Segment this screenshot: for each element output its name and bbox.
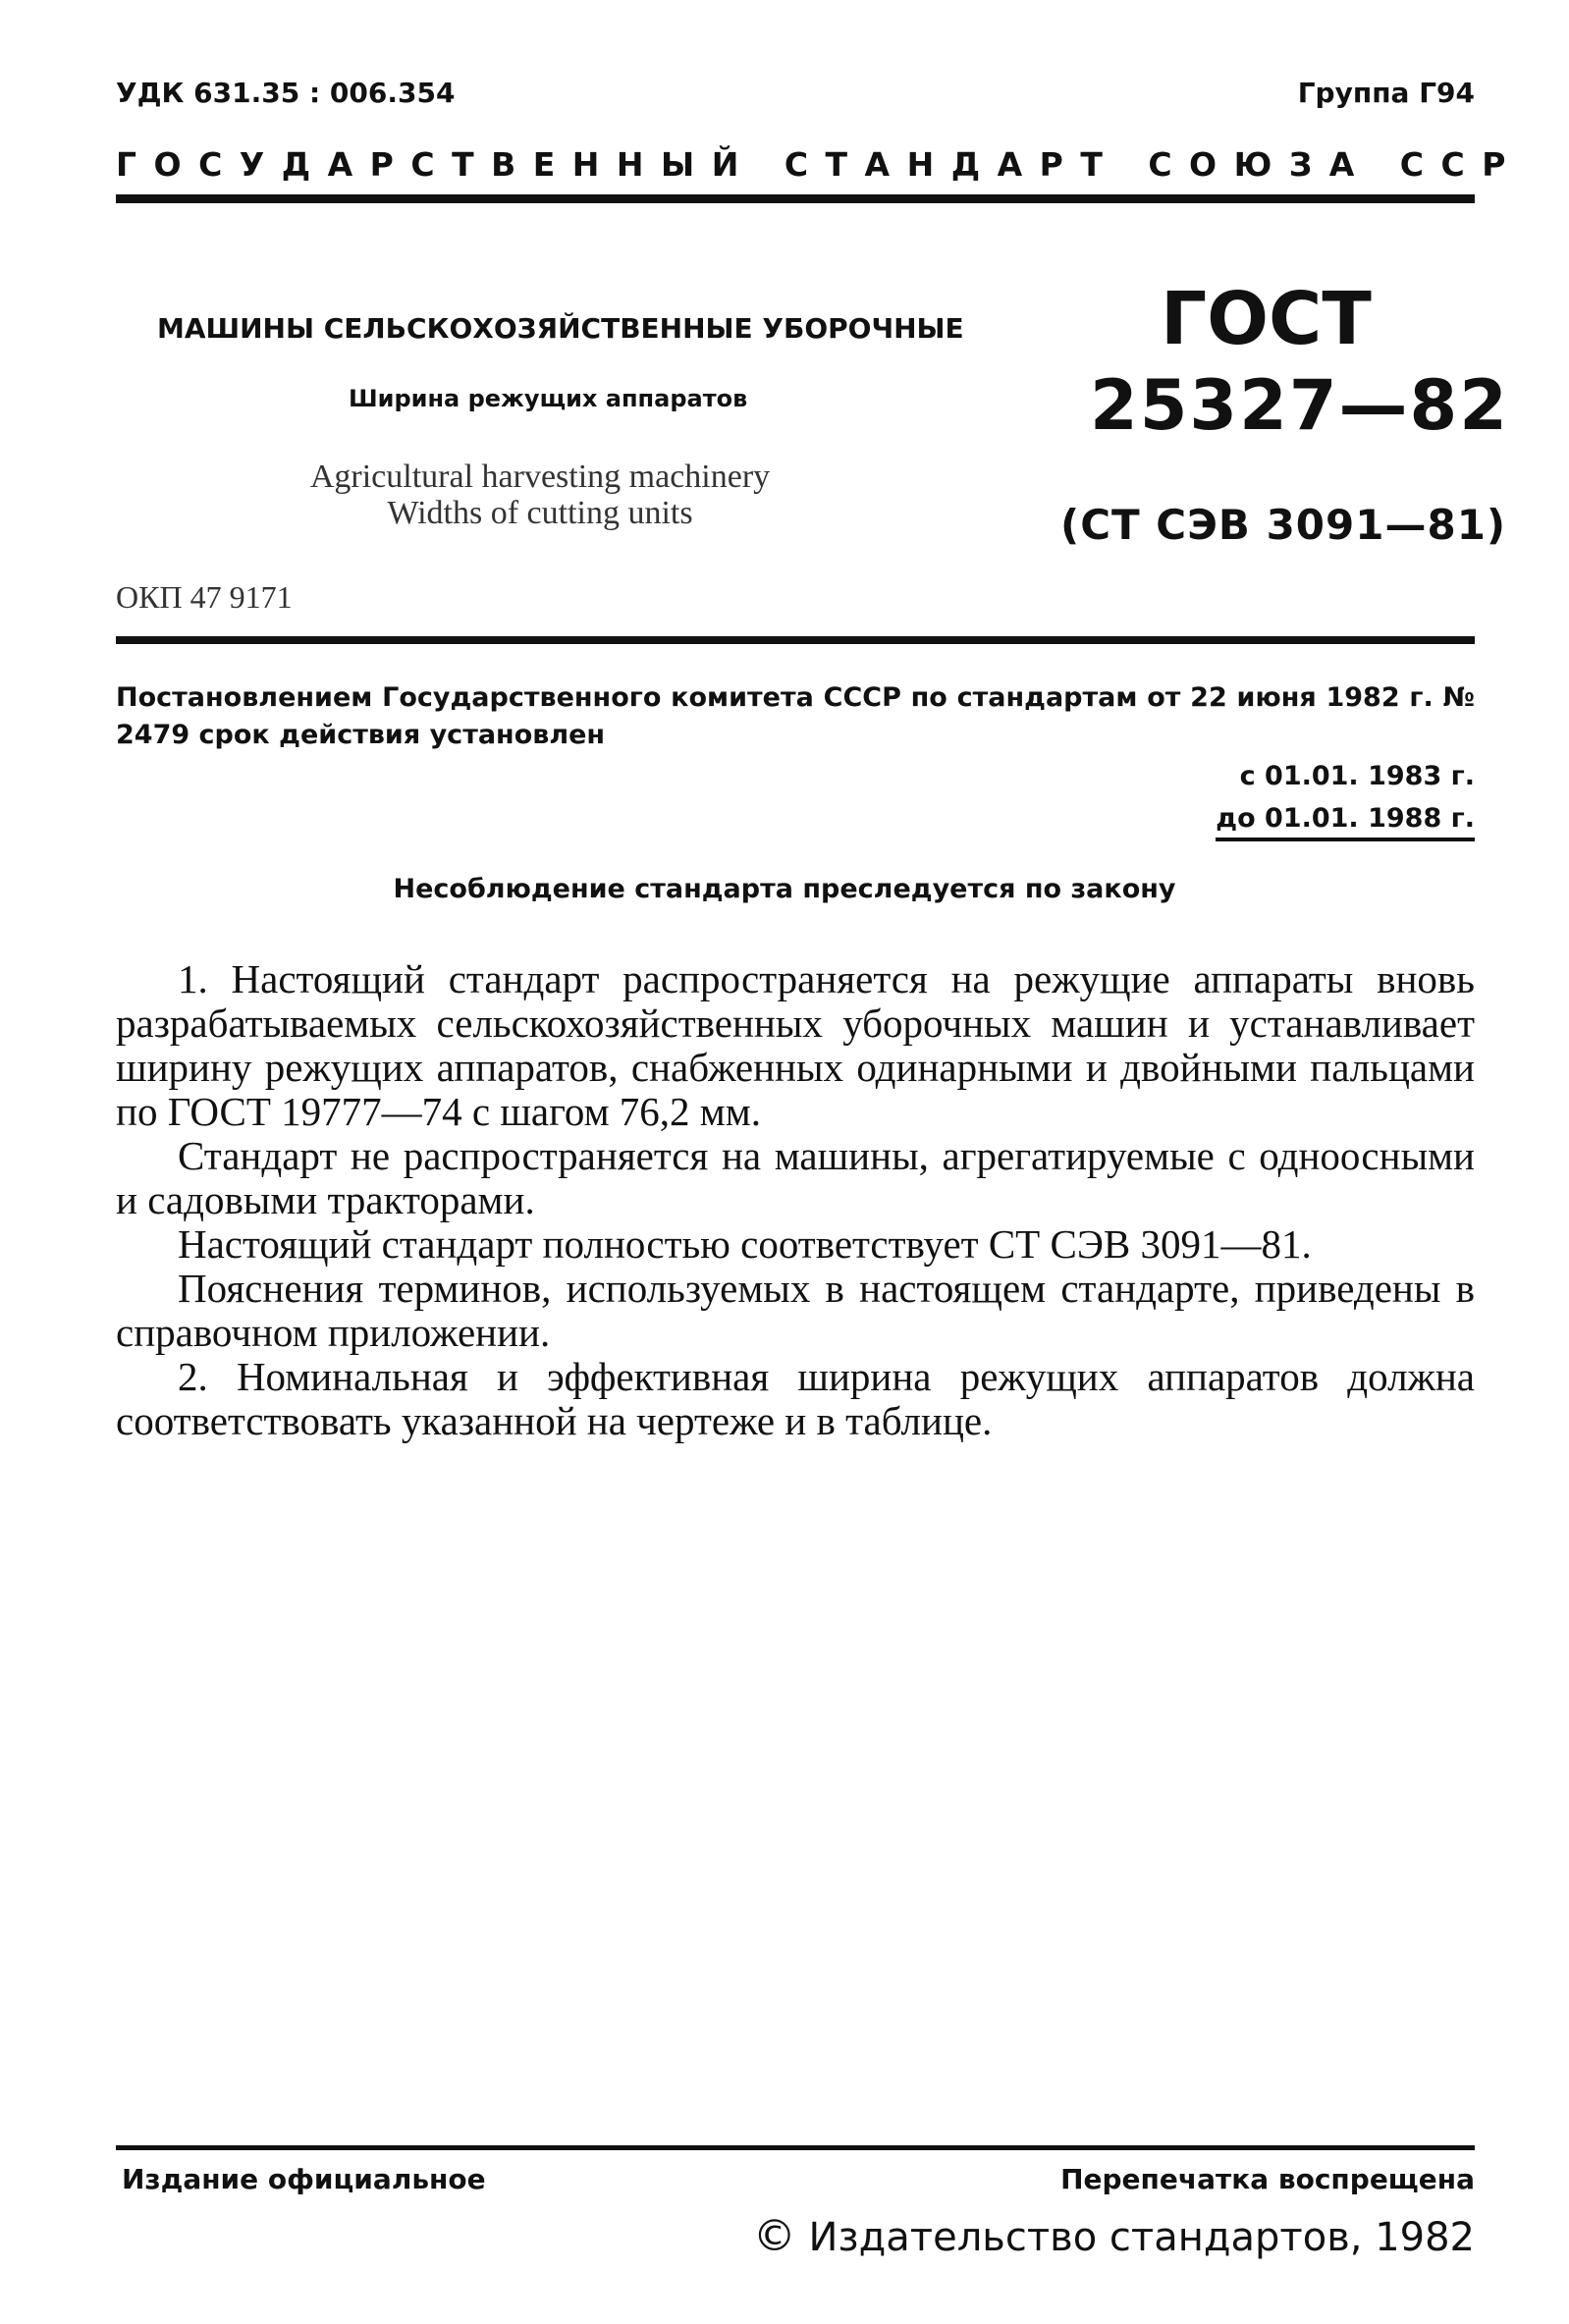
gost-number: 25327—82 [1090,365,1509,446]
document-subtitle-ru: Ширина режущих аппаратов [349,385,748,412]
standard-body [116,957,1475,1443]
udk-code: УДК 631.35 : 006.354 [116,77,456,109]
group-code: Группа Г94 [1297,77,1475,109]
title-en-line2: Widths of cutting units [387,495,693,531]
edition-label: Издание официальное [122,2163,486,2195]
terms-note: Пояснения терминов, используемых в настоящем стандарте, приведены в справочном приложении. [116,1266,1475,1355]
effective-date-from: с 01.01. 1983 г. [1239,761,1475,791]
standard-union-heading: ГОСУДАРСТВЕННЫЙ СТАНДАРТ СОЮЗА ССР [116,145,1523,184]
violation-notice: Несоблюдение стандарта преследуется по закону [393,874,1176,904]
clause-2: 2. Номинальная и эффективная ширина режущих аппаратов должна соответствовать указанной на чертеже и в таблице. [116,1354,1475,1443]
okp-code: ОКП 47 9171 [116,579,293,615]
copyright-icon: © [752,2211,796,2261]
clause-1: 1. Настоящий стандарт распространяется на режущие аппараты вновь разрабатываемых сельскохозяйственных уборочных машин и устанавливает ширину режущих аппаратов, снабженных одинарными и двойными пальцами по ГОСТ 19777—74 с шагом 76,2 мм. [116,956,1475,1134]
effective-date-to: до 01.01. 1988 г. [1216,803,1475,841]
document-title-en [295,459,785,531]
document-title-ru: МАШИНЫ СЕЛЬСКОХОЗЯЙСТВЕННЫЕ УБОРОЧНЫЕ [157,312,964,345]
publisher-line [753,2211,1475,2261]
st-sev-designation: (СТ СЭВ 3091—81) [1060,501,1507,549]
conformity-statement: Настоящий стандарт полностью соответствует СТ СЭВ 3091—81. [178,1221,1312,1267]
title-divider [116,636,1475,644]
scope-exclusion: Стандарт не распространяется на машины, агрегатируемые с одноосными и садовыми тракторами. [116,1133,1475,1222]
header-divider [116,194,1475,203]
footer-divider [116,2145,1475,2150]
decree-text: Постановлением Государственного комитета СССР по стандартам от 22 июня 1982 г. № 2479 срок действия установлен [116,682,1475,750]
gost-label: ГОСТ [1161,277,1372,361]
publisher-text: Издательство стандартов, 1982 [808,2215,1475,2260]
title-en-line1: Agricultural harvesting machinery [309,459,771,495]
reprint-notice: Перепечатка воспрещена [1060,2163,1475,2195]
